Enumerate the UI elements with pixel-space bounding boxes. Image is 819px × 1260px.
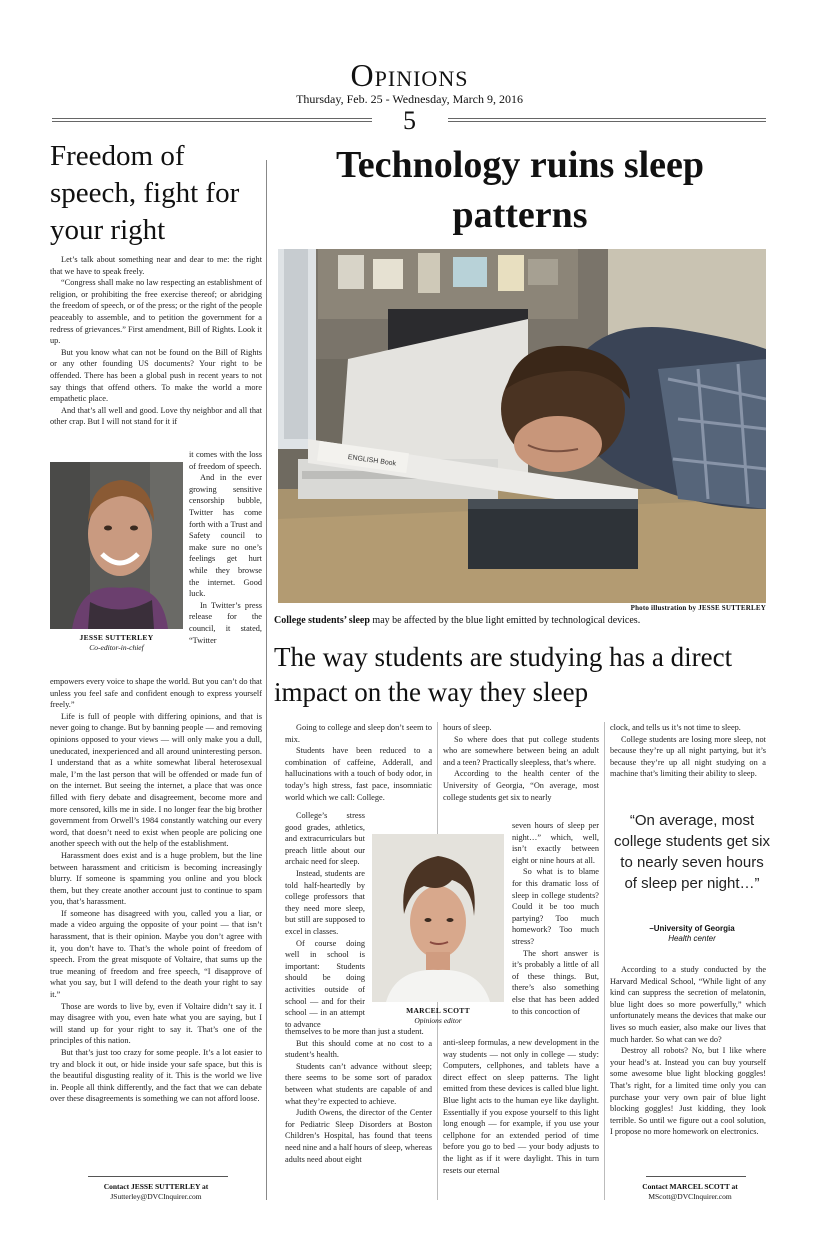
paragraph: College’s stress good grades, athletics, and extracurriculars but preach little about our archaic need for sleep.: [285, 811, 365, 867]
paragraph: But that’s just too crazy for some people. It’s a lot easier to try and block it out, or hide inside your safe space, but this is the beautiful disgusting reality of it. This is the world we live in. People all think differently, and the fact that we can debate over these disagreements is something we can not afford loose.: [50, 1048, 262, 1104]
main-col2-upper: [443, 722, 599, 803]
paragraph: So what is to blame for this dramatic loss of sleep in college students? Could it be too much partying? Too much homework? Too much stress?: [512, 867, 599, 946]
main-subhead: The way students are studying has a direct impact on the way they sleep: [274, 642, 733, 707]
paragraph: “Congress shall make no law respecting an establishment of religion, or prohibiting the free exercise thereof; or abridging the freedom of speech, or of the press; or the right of the people peaceably to assemble, and to petition the government for a redress of grievances.” First amendment, Bill of Rights. Look it up.: [50, 278, 262, 346]
paragraph: Life is full of people with differing opinions, and that is never going to change. But by banning people — and removing opinions opposed to your views — will only make you a dull, uneducated, inexperienced and all around uninteresting person. I understand that as a white somewhat liberal heterosexual male, I’m the last person that will be offended or made fun of on the internet. But seeing the internet, a place that was once filled with fiery debate and disagreement, become more and more censored, kills me in side. I no longer fear the big brother government from Orwell’s 1984 constantly watching our every word, that doesn’t need to exist when people are policing one another speech with out the help of the establishment.: [50, 711, 262, 849]
author-photo-marcel: [372, 834, 504, 1002]
author-photo-jesse: [50, 462, 183, 629]
author-role: Opinions editor: [414, 1016, 462, 1025]
section-title: Opinions: [350, 57, 469, 93]
paragraph: Harassment does exist and is a huge problem, but the line between harassment and criticism is becoming increasingly blurry. If someone is spamming you online and you block them, but they create another account just to continue to spam you, that’s harassment.: [50, 850, 262, 907]
main-photo: [278, 249, 766, 603]
contact-jesse: [50, 1182, 262, 1202]
main-col1-upper: [285, 722, 432, 803]
left-headline: Freedom of speech, fight for your right: [50, 140, 240, 246]
portrait-illustration: [372, 834, 504, 1002]
paragraph: And that’s all well and good. Love thy neighbor and all that other crap. But I will not stand for it if: [50, 405, 262, 427]
left-article-upper: [50, 254, 262, 428]
portrait-illustration: [50, 462, 183, 629]
contact-marcel: [610, 1182, 770, 1202]
paragraph: College students are losing more sleep, not because they’re up all night partying, but it’s because they’re up all night studying on a machine that’s limiting their ability to sleep.: [610, 734, 766, 779]
contact-rule: [646, 1176, 746, 1177]
contact-email: JSutterley@DVCInquirer.com: [110, 1192, 202, 1201]
paragraph: Judith Owens, the director of the Center for Pediatric Sleep Disorders at Boston Children’s Hospital, has found that teens need nine and a half hours of sleep, whereas adults need about eight: [285, 1108, 432, 1164]
paragraph: it comes with the loss of freedom of speech.: [189, 450, 262, 471]
main-col3-lower: [610, 964, 766, 1138]
contact-email: MScott@DVCInquirer.com: [648, 1192, 732, 1201]
paragraph: Destroy all robots? No, but I like where your head’s at. Instead you can buy yourself some awesome blue light blocking goggles! That’s right, for a limited time only you can purchase your very own pair of blue light blocking goggles! Just kidding, they look terrible. So until we figure out a cool solution, I propose no more homework on electronics.: [610, 1046, 766, 1137]
paragraph: Going to college and sleep don’t seem to mix.: [285, 723, 432, 744]
paragraph: Let’s talk about something near and dear to me: the right that we have to speak freely.: [50, 255, 262, 276]
paragraph: But this should come at no cost to a student’s health.: [285, 1038, 432, 1060]
left-article-lower: [50, 676, 262, 1105]
paragraph: clock, and tells us it’s not time to sleep.: [610, 723, 741, 732]
paragraph: The short answer is it’s probably a little of all of these things. But, there’s also something else that has been added to this concoction of: [512, 948, 599, 1016]
paragraph: Those are words to live by, even if Voltaire didn’t say it. I may disagree with you, even hate what you are saying, but I will stand up for your right to say it. That’s one of the principles of this nation.: [50, 1001, 262, 1046]
caption-text: may be affected by the blue light emitted by technological devices.: [369, 615, 641, 626]
pull-quote: “On average, most college students get six to nearly seven hours of sleep per night…”: [614, 812, 770, 892]
paragraph: According to the health center of the University of Georgia, “On average, most college students get six to nearly: [443, 769, 599, 802]
author-name: MARCEL SCOTT: [406, 1006, 470, 1015]
caption-bold: College students’ sleep: [274, 615, 370, 626]
contact-line: Contact MARCEL SCOTT at: [642, 1182, 738, 1191]
sleeping-student-illustration: [278, 249, 766, 603]
main-col2-narrow: [512, 820, 599, 1017]
paragraph: hours of sleep.: [443, 723, 492, 732]
left-article-narrow: [189, 449, 262, 646]
paragraph: Instead, students are told half-heartedly by college professors that they need more sleep, but still are supposed to excel in classes.: [285, 868, 365, 936]
paragraph: anti-sleep formulas, a new development in the way students — not only in college — study: Computers, cellphones, and tablets have a direct effect on sleep patterns. The light emitted from these devices is called blue light. Blue light acts to the human eye like daylight. Essentially if you expose yourself to this light long enough — for example, if you use your cellphone for an extended period of time before you go to bed — your body adjusts to the light as if it were daylight. This in turn resets our eternal: [443, 1038, 599, 1175]
paragraph: empowers every voice to shape the world. But you can’t do that unless you feel safe and confident enough to express yourself freely.”: [50, 677, 262, 710]
photo-caption: [274, 615, 774, 626]
page-number: 5: [403, 106, 416, 135]
paragraph: But you know what can not be found on the Bill of Rights or any other founding US documents? Your right to be offended. There has been a global push in recent years to not say things that offend others. To make the world a more empathetic place.: [50, 347, 262, 404]
contact-rule: [88, 1176, 228, 1177]
main-col1-lower: [285, 1026, 432, 1165]
dateline: Thursday, Feb. 25 - Wednesday, March 9, 2016: [296, 92, 523, 106]
paragraph: Students have been reduced to a combination of caffeine, Adderall, and hallucinations with a touch of body odor, in today’s high stress, fast pace, insomniatic world which we call: College.: [285, 746, 432, 802]
pull-quote-subsource: Health center: [668, 934, 716, 943]
paragraph: Of course doing well in school is important: Students should be doing activities outside of school — and for their school — in an attempt to advance: [285, 938, 365, 1029]
main-col2-lower: [443, 1037, 599, 1176]
main-headline: Technology ruins sleep patterns: [335, 144, 705, 236]
main-col1-narrow: [285, 810, 365, 1030]
photo-credit: Photo illustration by JESSE SUTTERLEY: [630, 604, 766, 612]
contact-line: Contact JESSE SUTTERLEY at: [103, 1182, 209, 1191]
column-divider-mid2: [604, 722, 605, 1200]
author-caption-marcel: [372, 1006, 504, 1026]
paragraph: seven hours of sleep per night…” which, well, isn’t exactly between eight or nine hours at all.: [512, 821, 599, 865]
author-role: Co-editor-in-chief: [89, 643, 144, 652]
paragraph: Students can’t advance without sleep; there seems to be some sort of paradox between what students are capable of and what they’re expected to achieve.: [285, 1061, 432, 1106]
author-caption-jesse: [50, 633, 183, 653]
book-label: ENGLISH Book: [347, 453, 397, 468]
paragraph: themselves to be more than just a student.: [285, 1027, 424, 1036]
paragraph: So where does that put college students who are somewhere between being an adult and a teen? Practically sleepless, that’s where.: [443, 734, 599, 767]
paragraph: If someone has disagreed with you, called you a liar, or made a video arguing the opposite of your point — that isn’t harassment, that is their opinion. Maybe you don’t agree with it, you don’t have to. That’s the whole point of freedom of speech. From the great misquote of Voltaire, that sums up the true meaning of freedom and free speech, “I disapprove of what you say, but I will defend to the death your right to say it.”: [50, 908, 262, 1000]
paragraph: And in the ever growing sensitive censorship bubble, Twitter has come forth with a Trust and Safety council to make sure no one’s feelings get hurt while they browse the internet. Good luck.: [189, 473, 262, 599]
author-name: JESSE SUTTERLEY: [79, 633, 154, 642]
paragraph: According to a study conducted by the Harvard Medical School, “While light of any kind can suppress the secretion of melatonin, blue light does so more powerfully,” which unfortunately means the devices that make our lives so much easier, also make our lives that much harder. So what can we do?: [610, 965, 766, 1044]
pull-quote-source: –University of Georgia: [649, 924, 735, 933]
column-divider-left: [266, 160, 267, 1200]
main-col3-upper: [610, 722, 766, 780]
paragraph: In Twitter’s press release for the council, it stated, “Twitter: [189, 600, 262, 645]
pull-quote-attribution: [612, 924, 772, 944]
